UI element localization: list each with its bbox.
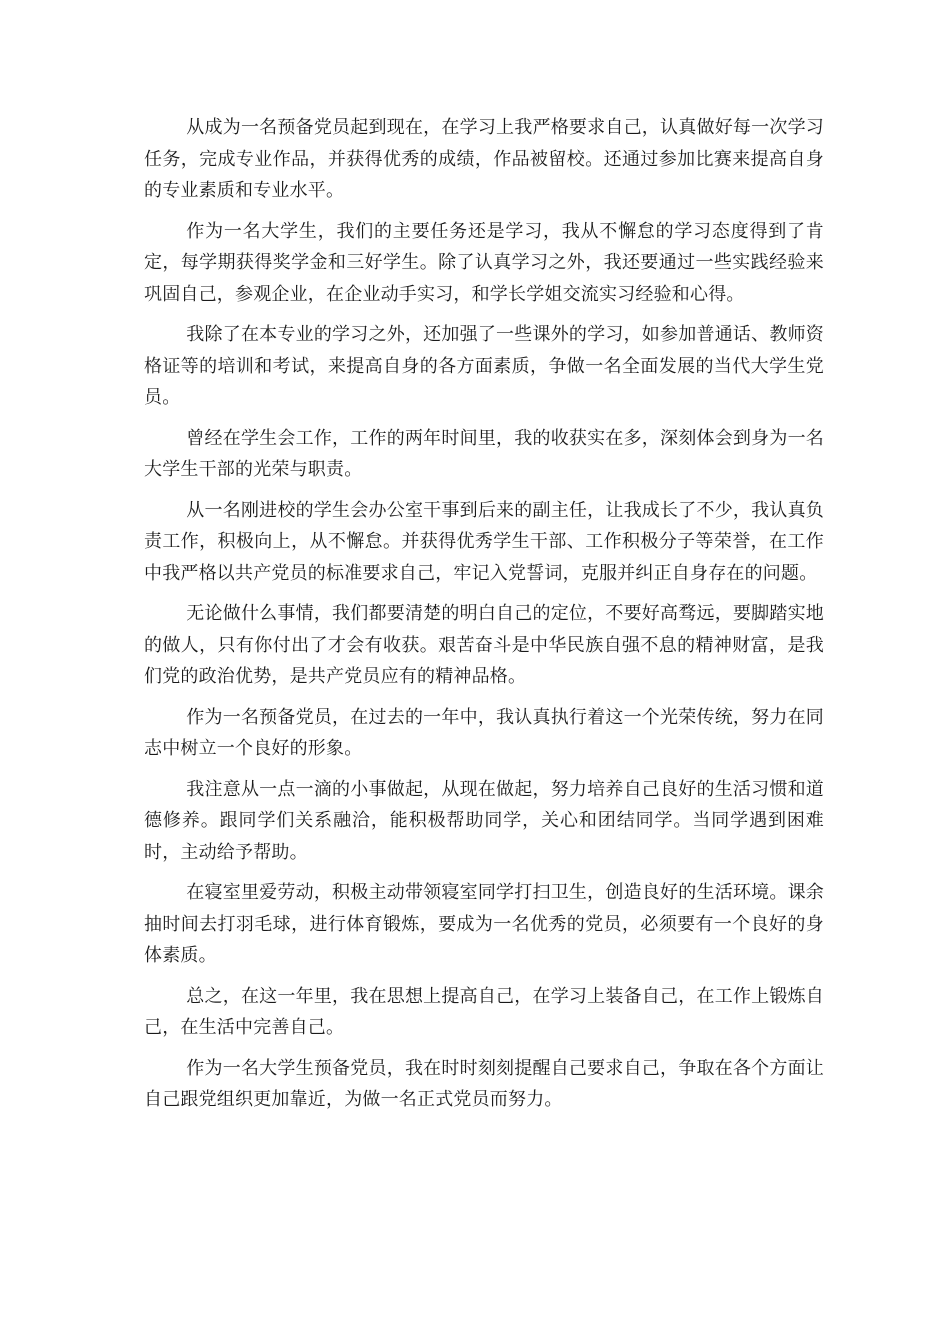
- paragraph-5: 从一名刚进校的学生会办公室干事到后来的副主任，让我成长了不少，我认真负责工作，积极向上，从不懈怠。并获得优秀学生干部、工作积极分子等荣誉，在工作中我严格以共产党员的标准要求自己，牢记入党誓词，克服并纠正自身存在的问题。: [144, 499, 824, 584]
- paragraph-1: 从成为一名预备党员起到现在，在学习上我严格要求自己，认真做好每一次学习任务，完成专业作品，并获得优秀的成绩，作品被留校。还通过参加比赛来提高自身的专业素质和专业水平。: [144, 117, 824, 201]
- paragraph-8: 我注意从一点一滴的小事做起，从现在做起，努力培养自己良好的生活习惯和道德修养。跟同学们关系融洽，能积极帮助同学，关心和团结同学。当同学遇到困难时，主动给予帮助。: [144, 778, 824, 863]
- paragraph-11: 作为一名大学生预备党员，我在时时刻刻提醒自己要求自己，争取在各个方面让自己跟党组织更加靠近，为做一名正式党员而努力。: [144, 1057, 824, 1110]
- paragraph-2: 作为一名大学生，我们的主要任务还是学习，我从不懈怠的学习态度得到了肯定，每学期获得奖学金和三好学生。除了认真学习之外，我还要通过一些实践经验来巩固自己，参观企业，在企业动手实习，和学长学姐交流实习经验和心得。: [144, 220, 824, 305]
- paragraph-7: 作为一名预备党员，在过去的一年中，我认真执行着这一个光荣传统，努力在同志中树立一个良好的形象。: [144, 706, 824, 759]
- document-body: [144, 112, 824, 1125]
- paragraph-6: 无论做什么事情，我们都要清楚的明白自己的定位，不要好高骛远，要脚踏实地的做人，只有你付出了才会有收获。艰苦奋斗是中华民族自强不息的精神财富，是我们党的政治优势，是共产党员应有的精神品格。: [144, 603, 824, 687]
- paragraph-4: 曾经在学生会工作，工作的两年时间里，我的收获实在多，深刻体会到身为一名大学生干部的光荣与职责。: [144, 427, 824, 480]
- paragraph-9: 在寝室里爱劳动，积极主动带领寝室同学打扫卫生，创造良好的生活环境。课余抽时间去打羽毛球，进行体育锻炼，要成为一名优秀的党员，必须要有一个良好的身体素质。: [144, 882, 824, 966]
- paragraph-3: 我除了在本专业的学习之外，还加强了一些课外的学习，如参加普通话、教师资格证等的培训和考试，来提高自身的各方面素质，争做一名全面发展的当代大学生党员。: [144, 324, 824, 408]
- paragraph-10: 总之，在这一年里，我在思想上提高自己，在学习上装备自己，在工作上锻炼自己，在生活中完善自己。: [144, 985, 824, 1038]
